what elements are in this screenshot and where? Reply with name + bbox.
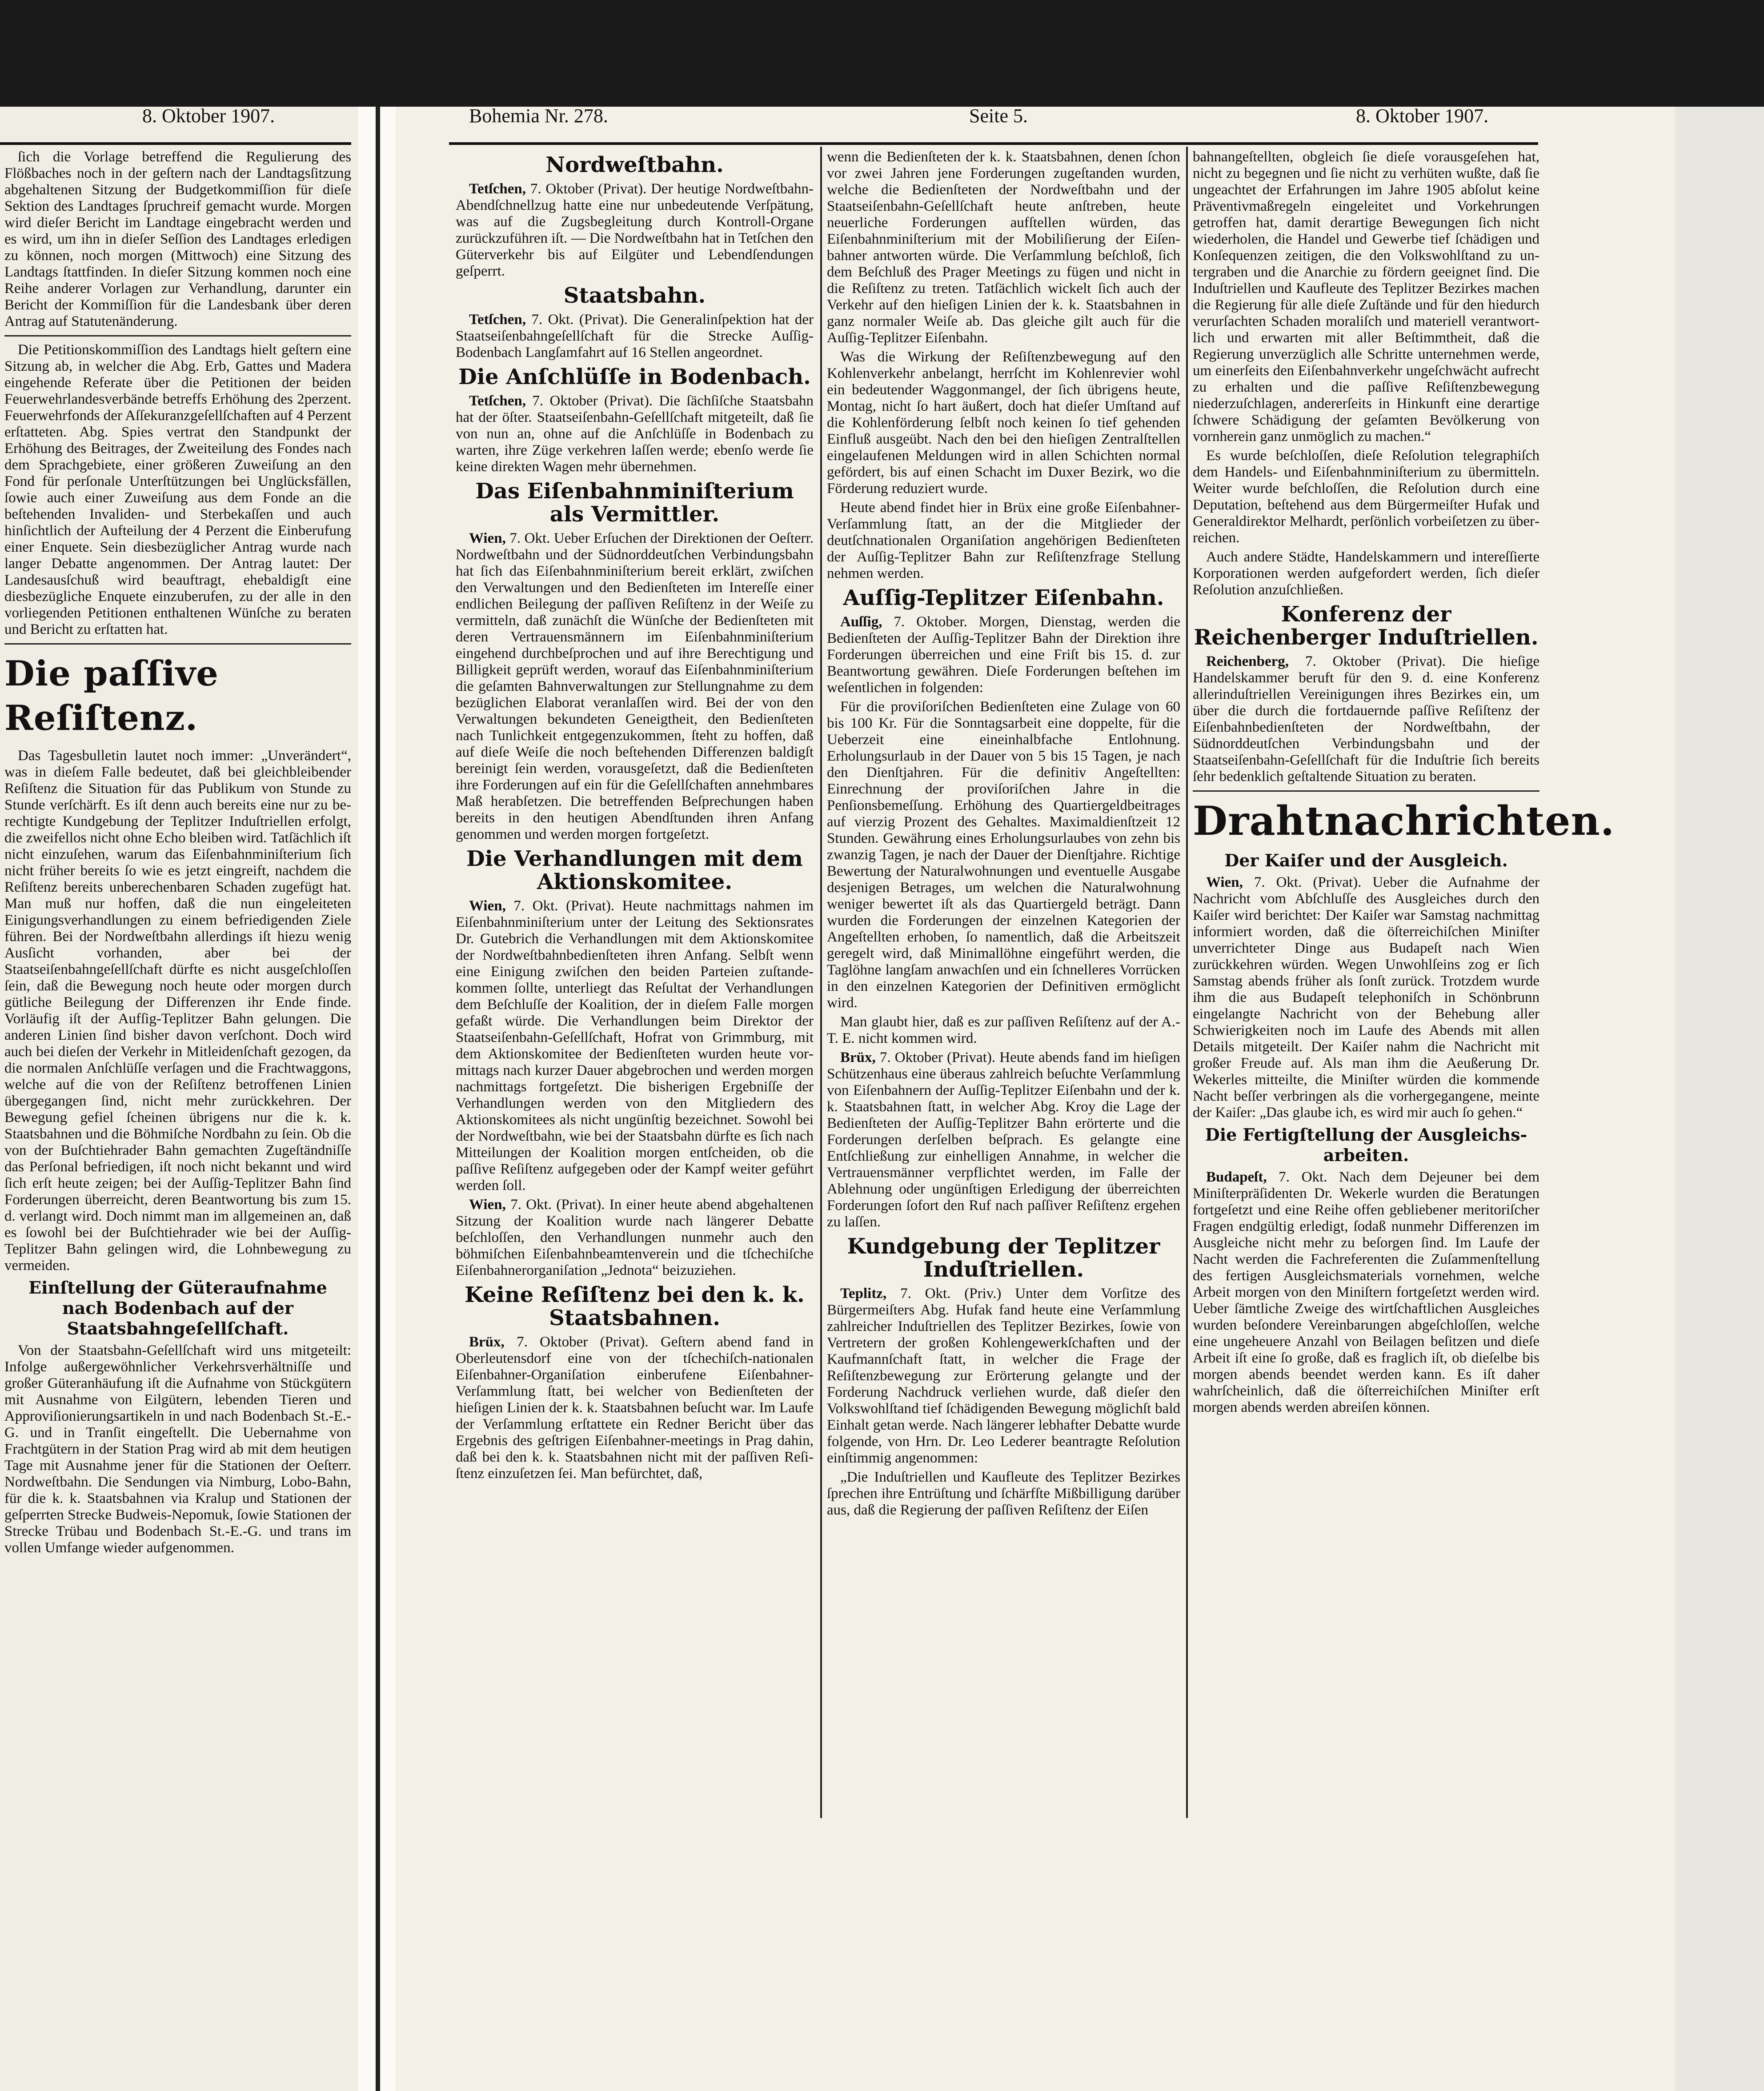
column-rule	[820, 147, 822, 1818]
dateline: Brüx,	[469, 1334, 505, 1350]
separator	[4, 335, 351, 336]
dateline: Wien,	[1206, 874, 1243, 890]
dateline: Tetſchen,	[469, 181, 526, 197]
dateline: Budapeſt,	[1206, 1169, 1267, 1185]
article-heading: Auſſig-Teplitzer Eiſenbahn.	[843, 585, 1164, 610]
right-page-date: 8. Oktober 1907.	[1356, 105, 1489, 127]
article-text: Auch andere Städte, Handelskammern und intereſſierte Korporationen werden aufgefordert werden, ſich dieſer Reſolution anzuſchließen.	[1193, 549, 1539, 598]
article-text: 7. Okt. (Privat). In einer heute abend abgehaltenen Sitzung der Koalition wurde nach längerer Debatte beſchloſſen, den Verhandlungen nunmehr auch den böhmiſchen Eiſenbahnbeamtenverein und die tſchechiſche Eiſenbahnerorganiſation „Jednota“ beizuziehen.	[456, 1197, 814, 1278]
article-text: Für die proviſoriſchen Bedienſteten eine Zulage von 60 bis 100 Kr. Für die Sonntagsarbeit eine doppelte, für die Ueberzeit eine eineinhalbfache Entlohnung. Erholungsurlaub in der Dauer von 5 bis 15 Tagen, je nach den Dienſtjahren. Für die definitiv Angeſtellten: Einrechnung der proviſoriſchen Jahre in die Penſionsbemeſſung. Erhöhung des Quartiergeldbeitrages auf vierzig Prozent des Gehaltes. Maximaldienſtzeit 12 Stunden. Gewährung eines Erholungsurlaubes von zehn bis zwanzig Tagen, je nach der Dauer der Dienſtjahre. Richtige Bewertung der Naturalwohnungen und eventuelle Ausgabe desjenigen Betrages, um welchen die Naturalwohnung weniger bewertet iſt als das Quartiergeld beträgt. Dann wurden die Forderungen der einzelnen Kategorien der Angeſtellten erhoben, ſo namentlich, daß die Arbeitszeit geregelt wird, daß Minimallöhne eingeführt werden, die Taglöhne langſam anwachſen und ein ſchnelleres Vorrücken in den einzelnen Kategorien der Definitiven ermöglicht wird.	[827, 699, 1180, 1011]
right-column-1	[456, 149, 814, 1847]
right-header-rule	[449, 142, 1538, 145]
article-text: 7. Oktober (Privat). Die ſächſiſche Staatsbahn hat der öſter. Staatseiſenbahn-Geſellſchaft mitgeteilt, daß ſie von nun an, ohne auf die Anſchlüſſe in Bodenbach zu warten, ihre Züge verkehren laſſen werde; ebenſo werde ſie keine direkten Wagen mehr übernehmen.	[456, 393, 814, 475]
article-text: 7. Okt. (Priv.) Unter dem Vorſitze des Bürgermeiſters Abg. Hufak fand heute eine Verſammlung zahlreicher Induſtriellen des Teplitzer Bezirkes, ſowie von Vertretern der großen Kohlengewerkſchaften und der Kaufmannſchaft ſtatt, in welcher die Frage der Reſiſtenzbewegung zur Erörterung gelangte und der Forderung Nachdruck verliehen wurde, daß dieſer den Volkswohlſtand tief ſchädigenden Bewegung möglichſt bald Einhalt getan werde. Nach längerer lebhafter Debatte wurde folgende, von Hrn. Dr. Leo Lederer beantragte Reſolution einſtimmig angenommen:	[827, 1286, 1181, 1466]
article-heading: Staatsbahn.	[563, 283, 706, 308]
article-heading: Der Kaiſer und der Ausgleich.	[1224, 850, 1508, 870]
article-heading: Einſtellung der Güteraufnahme nach Bodenbach auf der Staatsbahngeſellſchaft.	[28, 1278, 327, 1338]
article-text: 7. Oktober (Privat). Geſtern abend fand in Oberleutensdorf eine von der tſchechiſch-nationalen Eiſenbahner-Organiſation einberufene Eiſenbahner-Verſammlung ſtatt, bei welcher von Bedienſteten der hieſigen Linien der k. k. Staatsbahnen beſucht war. Im Laufe der Verſammlung erſtattete ein Redner Bericht über das Ergebnis des geſtrigen Eiſenbahner-meetings in Prag dahin, daß bei den k. k. Staatsbahnen nicht mit der paſſiven Reſiſtenz einzuſetzen ſei. Man befürchtet, daß,	[456, 1334, 814, 1482]
article-text: 7. Okt. (Privat). Ueber die Aufnahme der Nachricht vom Abſchluſſe des Ausgleiches durch den Kaiſer wird berichtet: Der Kaiſer war Samstag nachmittag informiert worden, daß die öſterreichiſchen Miniſter unverrichteter Dinge aus Budapeſt nach Wien zurückkehren würden. Wegen Unwohlſeins zog er ſich Samstag abends früher als ſonſt zurück. Trotzdem wurde ihm die aus Budapeſt telephoniſch in Schönbrunn eingelangte Nachricht von der Behebung aller Schwierigkeiten noch im Laufe des Abends mit allen Details mitgeteilt. Der Kaiſer nahm die Nachricht mit großer Freude auf. Als man ihm die Aeußerung Dr. Wekerles mitteilte, die Miniſter würden die kommende Nacht beſſer verbringen als die vorhergegangene, meinte der Kaiſer: „Das glaube ich, es wird mir auch ſo gehen.“	[1193, 874, 1539, 1121]
article-text: ſich die Vorlage betreffend die Regulierung des Flößbaches noch in der geſtern nach der Landtagsſitzung abgehaltenen Sitzung der Budgetkommiſſion für dieſe Sektion des Landtages ſpruchreif gemacht wurde. Morgen wird dieſer Bericht im Landtage eingebracht werden und es wird, um ihn in dieſer Seſſion des Landtages erledigen zu können, noch morgen (Mittwoch) eine Sitzung des Landtags ſtattfinden. In dieſer Sitzung kommen noch eine Reihe anderer Vorlagen zur Verhandlung, darunter ein Bericht der Kommiſſion für die Landesbank über deren Antrag auf Statutenänderung.	[4, 149, 351, 329]
article-text: Das Tagesbulletin lautet noch immer: „Unverändert“, was in dieſem Falle bedeutet, daß bei gleichbleibender Reſiſtenz die Situation für das Publikum von Stunde zu Stunde verſchärft. Es iſt denn auch bereits eine nur zu berechtigte Kundgebung der Teplitzer Induſtriellen erfolgt, die zweifellos nicht ohne Echo bleiben wird. Tatſächlich iſt nicht einzuſehen, warum das Eiſenbahnminiſterium ſich nicht früher bereits ſo wie es jetzt eingreift, nachdem die Reſiſtenz bereits unberechenbaren Schaden zugefügt hat. Man muß nur hoffen, daß die nun eingeleiteten Einigungsverhandlungen zu einem befriedigenden Ziele führen. Bei der Nordweſtbahn allerdings iſt hiezu wenig Ausſicht vorhanden, aber bei der Staatseiſenbahngeſellſchaft dürfte es nicht ausgeſchloſſen ſein, daß die Bewegung noch heute oder morgen durch gütliche Beilegung der Differenzen ihr Ende finde. Vorläufig iſt der Aufſig-Teplitzer Bahn gelungen. Die anderen Linien ſind bisher davon verſchont. Doch wird auch bei dieſen der Verkehr in Mitleidenſchaft gezogen, da die normalen Anſchlüſſe verſagen und die Frachtwaggons, welche auf die von der Reſiſtenz betroffenen Linien übergegangen ſind, nicht mehr zurückkehren. Der Bewegung gefiel ſcheinen übrigens nur die k. k. Staatsbahnen und die Böhmiſche Nordbahn zu ſein. Ob die von der Buſchtiehrader Bahn gemachten Zugeſtändniſſe das Perſonal befriedigen, iſt noch nicht bekannt und wird ſich erſt heute zeigen; bei der Auſſig-Teplitzer Bahn ſind Forderungen überreicht, deren Beantwortung bis zum 15. d. verlangt wird. Doch nimmt man im allgemeinen an, daß es ſowohl bei der Buſchtiehrader wie bei der Auſſig-Teplitzer Bahn gelingen wird, die Lohnbewegung zu vermeiden.	[4, 748, 351, 1274]
left-page-column	[4, 149, 351, 1967]
dateline: Reichenberg,	[1206, 653, 1289, 669]
right-column-2	[827, 149, 1180, 1847]
article-text: 7. Oktober. Morgen, Dienstag, werden die Bedienſteten der Auſſig-Teplitzer Bahn der Direktion ihre Forderungen überreichen und eine Friſt bis 15. d. zur Beantwortung gewähren. Dieſe Forderungen beſtehen im weſentlichen in folgenden:	[827, 614, 1181, 696]
separator	[4, 643, 351, 645]
article-text: 7. Oktober (Privat). Die hieſige Handelskammer beruft für den 9. d. eine Konferenz allerinduſtriellen Vereinigungen ihres Bezirkes ein, um über die durch die fortdauernde paſſive Reſiſtenz der Eiſenbahnbedienſteten der Nordweſtbahn, der Südnorddeutſchen Verbindungsbahn und der Staatseiſenbahn-Geſellſchaft für die Induſtrie ſich bereits ſehr bedenklich geſtaltende Situation zu beraten.	[1193, 653, 1540, 785]
article-text: wenn die Bedienſteten der k. k. Staatsbahnen, denen ſchon vor zwei Jahren jene Forderungen zugeſtanden wurden, welche die Bedienſteten der Nordweſtbahn und der Staatseiſenbahn-Geſellſchaft heute anſtreben, heute neuerliche Forderungen aufſtellen würden, das Eiſenbahnminiſterium mit der Mobiliſierung der Eiſenbahner antworten würde. Die Verſammlung beſchloß, ſich dem Beſchluß des Prager Meetings zu fügen und nicht in die Reſiſtenz zu treten. Tatſächlich wickelt ſich auch der Verkehr auf den hieſigen Linien der k. k. Staatsbahnen in ganz normaler Weiſe ab. Das gleiche gilt auch für die Auſſig-Teplitzer Eiſenbahn.	[827, 149, 1180, 346]
dateline: Wien,	[469, 898, 506, 914]
article-text: 7. Oktober (Privat). Der heutige Nordweſtbahn-Abendſchnellzug hatte eine nur unbedeutende Verſpätung, was auf die Zugsbegleitung durch Kontroll-Organe zurückzuführen iſt. — Die Nordweſtbahn hat in Tetſchen den Güterverkehr bis auf Eilgüter und Lebendſendungen geſperrt.	[456, 181, 814, 279]
article-heading: Die Anſchlüſſe in Bodenbach.	[458, 365, 811, 389]
left-page-date: 8. Oktober 1907.	[142, 105, 275, 127]
column-rule	[1186, 147, 1188, 1818]
section-title: Die paſſive Reſiſtenz.	[4, 653, 219, 738]
page-edge	[1675, 107, 1764, 2091]
left-header-rule	[0, 142, 351, 145]
article-text: bahnangeſtellten, obgleich ſie dieſe vorausgeſehen hat, nicht zu begegnen und ſie nicht zu verhüten wußte, daß ſie ungeachtet der Erfahrungen im Jahre 1905 abſolut keine Präventivmaßregeln eingeleitet und Vorkehrungen getroffen hat, damit derartige Bewegungen ſich nicht wiederholen, die Handel und Gewerbe tief ſchädigen und Konſequenzen zeitigen, die den Volkswohlſtand zu untergraben und die Anarchie zu fördern geeignet ſind. Die Induſtriellen und Kaufleute des Teplitzer Bezirkes machen die Regierung für alle dieſe Zuſtände und für den hiedurch verurſachten Schaden moraliſch und materiell verantwortlich und erwarten mit aller Beſtimmtheit, daß die Regierung unverzüglich alle Schritte unternehmen werde, um einerſeits den Eiſenbahnverkehr ungeſchwächt aufrecht zu erhalten und die paſſive Reſiſtenzbewegung niederzuſchlagen, andererſeits in Hinkunft eine derartige ſchwere Schädigung der geſamten Bevölkerung von vornherein ganz unmöglich zu machen.“	[1193, 149, 1539, 445]
article-heading: Kundgebung der Teplitzer Induſtriellen.	[847, 1234, 1160, 1282]
article-heading: Die Fertigſtellung der Ausgleichsarbeiten.	[1205, 1125, 1527, 1165]
article-heading: Die Verhandlungen mit dem Aktionskomitee.	[466, 846, 803, 894]
separator	[1193, 790, 1539, 792]
article-text: 7. Okt. Nach dem Dejeuner bei dem Miniſterpräſidenten Dr. Wekerle wurden die Beratungen fortgeſetzt und eine Reihe offen gebliebener meritoriſcher Fragen endgültig erledigt, ſodaß nunmehr Differenzen im Ausgleiche nicht mehr zu beſorgen ſind. Im Laufe der Nacht werden die Fachreferenten die Zuſammenſtellung des fertigen Ausgleichsmaterials vornehmen, welche Arbeit morgen von den Miniſtern fortgeſetzt werden wird. Ueber ſämtliche Zweige des wirtſchaftlichen Ausgleiches wurden beſondere Vereinbarungen abgeſchloſſen, welche eine ungeheuere Anzahl von Beilagen beſitzen und dieſe Arbeit iſt eine ſo große, daß es fraglich iſt, ob dieſelbe bis morgen abends beendet werden kann. Es iſt daher wahrſcheinlich, daß die öſterreichiſchen Miniſter erſt morgen abends werden abreiſen können.	[1193, 1169, 1539, 1415]
article-text: Man glaubt hier, daß es zur paſſiven Reſiſtenz auf der A.-T. E. nicht kommen wird.	[827, 1014, 1180, 1046]
page-gutter	[358, 107, 396, 2091]
article-text: 7. Okt. (Privat). Heute nachmittags nahmen im Eiſenbahnminiſterium unter der Leitung des Sektionsrates Dr. Gutebrich die Verhandlungen mit dem Aktionskomitee der Nordweſtbahnbedienſteten ihren Anfang. Selbſt wenn eine Einigung zwiſchen den beiden Parteien zuſtandekommen ſollte, unterliegt das Reſultat der Verhandlungen dem Beſchluſſe der Koalition, der in dieſem Falle morgen gefaßt würde. Die Verhandlungen beim Direktor der Staatseiſenbahn-Geſellſchaft, Hofrat von Grimmburg, mit dem Aktionskomitee der Bedienſteten wurden heute vormittags nach kurzer Dauer abgebrochen und werden morgen nachmittags fortgeſetzt. Die bisherigen Ergebniſſe der Verhandlungen werden von den Mitgliedern des Aktionskomitees als nicht ungünſtig bezeichnet. Sowohl bei der Nordweſtbahn, wie bei der Staatsbahn dürfte es ſich nach Mitteilungen der Koalition morgen entſcheiden, ob die paſſive Reſiſtenz aufgegeben oder der Kampf weiter geführt werden ſoll.	[456, 898, 814, 1194]
article-heading: Nordweſtbahn.	[545, 152, 724, 177]
dateline: Brüx,	[840, 1050, 876, 1066]
dateline: Teplitz,	[840, 1286, 887, 1302]
article-text: „Die Induſtriellen und Kaufleute des Teplitzer Bezirkes ſprechen ihre Entrüſtung und ſchärfſte Mißbilligung darüber aus, daß die Regierung der paſſiven Reſiſtenz der Eiſen	[827, 1469, 1180, 1518]
article-text: Es wurde beſchloſſen, dieſe Reſolution telegraphiſch dem Handels- und Eiſenbahnminiſterium zu übermitteln. Weiter wurde beſchloſſen, die Reſolution durch eine Deputation, beſtehend aus dem Bürgermeiſter Hufak und Generaldirektor Melhardt, perſönlich vorbeiſetzen zu überreichen.	[1193, 448, 1539, 546]
dateline: Tetſchen,	[469, 393, 526, 409]
article-heading: Keine Reſiſtenz bei den k. k. Staatsbahnen.	[465, 1282, 805, 1330]
right-column-3	[1193, 149, 1615, 1847]
page-fold	[376, 107, 380, 2091]
dateline: Auſſig,	[840, 614, 882, 630]
section-title: Drahtnachrichten.	[1193, 797, 1615, 845]
article-text: Heute abend findet hier in Brüx eine große Eiſenbahner-Verſammlung ſtatt, an der die Mitglieder der deutſchnationalen Organiſation angehörigen Bedienſteten der Auſſig-Teplitzer Bahn zur Reſiſtenzfrage Stellung nehmen werden.	[827, 500, 1180, 581]
dateline: Tetſchen,	[469, 312, 526, 328]
article-heading: Das Eiſenbahnminiſterium als Vermittler.	[475, 479, 794, 527]
article-text: 7. Oktober (Privat). Heute abends fand im hieſigen Schützenhaus eine überaus zahlreich beſuchte Verſammlung von Eiſenbahnern der Auſſig-Teplitzer Eiſenbahn und der k. k. Staatsbahnen ſtatt, in welcher Abg. Kroy die Lage der Bedienſteten der Auſſig-Teplitzer Bahn erörterte und die Forderungen derſelben beſprach. Es gelangte eine Entſchließung zur einhelligen Annahme, in welcher die Vertrauensmänner verpflichtet werden, im Falle der Ablehnung oder ungünſtigen Erledigung der überreichten Forderungen ſofort den Ruf nach paſſiver Reſiſtenz ergehen zu laſſen.	[827, 1050, 1180, 1230]
article-text: Was die Wirkung der Reſiſtenzbewegung auf den Kohlenverkehr anbelangt, herrſcht im Kohlenrevier wohl ein bedeutender Waggonmangel, der ſich übrigens heute, Montag, nicht ſo hart äußert, doch hat dieſer Umſtand auf die Kohlenförderung ſelbſt noch keinen ſo tief gehenden Einfluß ausgeübt. Nach den bei den hieſigen Zentralſtellen eingelaufenen Meldungen wird in allen Schichten normal gefördert, bis auf einen Schacht im Duxer Bezirk, wo die Förderung reduziert wurde.	[827, 349, 1180, 497]
article-heading: Konferenz der Reichenberger Induſtriellen.	[1194, 602, 1539, 650]
dateline: Wien,	[469, 1197, 506, 1213]
article-text: 7. Okt. Ueber Erſuchen der Direktionen der Oeſterr. Nordweſtbahn und der Südnorddeutſchen Verbindungsbahn hat ſich das Eiſenbahnminiſterium bereit erklärt, zwiſchen den Verwaltungen und den Bedienſteten im Intereſſe einer endlichen Beilegung der paſſiven Reſiſtenz in der Weiſe zu vermitteln, daß zunächſt die Wünſche der Bedienſteten mit deren Vertrauensmännern im Eiſenbahnminiſterium eingehend durchbeſprochen und auf ihre Berechtigung und Billigkeit geprüft werden, worauf das Eiſenbahnminiſterium die geſamten Bahnverwaltungen zur Stellungnahme zu dem bezüglichen Elaborat veranlaſſen wird. Bei der von den Verwaltungen bekundeten Geneigtheit, den Bedienſteten nach Tunlichkeit entgegenzukommen, ſteht zu hoffen, daß auf dieſe Weiſe die noch beſtehenden Differenzen baldigſt bereinigt ſein werden, vorausgeſetzt, daß die Bedienſteten ihre Forderungen auf ein für die Geſellſchaften annehmbares Maß herabſetzen. Die betreffenden Beſprechungen haben bereits in den heutigen Abendſtunden ihren Anfang genommen und werden morgen fortgeſetzt.	[456, 530, 814, 842]
article-text: Die Petitionskommiſſion des Landtags hielt geſtern eine Sitzung ab, in welcher die Abg. Erb, Gattes und Madera eingehende Referate über die Petitionen der beiden Feuerwehrlandesverbände betreffs Erhöhung des 2perzent. Feuerwehrfonds der Aſſekuranzgeſellſchaften auf 4 Perzent erſtatteten. Abg. Spies vertrat den Standpunkt der Erhöhung des Beitrages, der Zweiteilung des Fondes nach dem Sprachgebiete, einer größeren Zuweiſung an den Fond für perſonale Unterſtützungen bei Unglücksfällen, ſowie auch einer Zuweiſung aus dem Fonde an die beſtehenden Invaliden- und Sterbekaſſen und auch hinſichtlich der Aufteilung der 4 Perzent die Einberufung einer Enquete. Sein diesbezüglicher Antrag wurde nach langer Debatte angenommen. Der Antrag lautet: Der Landesausſchuß wird beauftragt, ehebaldigſt eine diesbezügliche Enquete einzuberufen, zu der alle in den vorliegenden Petitionen enthaltenen Wünſche zu beraten und Bericht zu erſtatten hat.	[4, 342, 351, 637]
article-text: 7. Okt. (Privat). Die Generalinſpektion hat der Staatseiſenbahngeſellſchaft für die Strecke Auſſig-Bodenbach Langſamfahrt auf 16 Stellen angeordnet.	[456, 312, 814, 361]
page-number: Seite 5.	[969, 105, 1028, 127]
paper-issue: Bohemia Nr. 278.	[469, 105, 608, 127]
dateline: Wien,	[469, 530, 506, 546]
article-text: Von der Staatsbahn-Geſellſchaft wird uns mitgeteilt: Infolge außergewöhnlicher Verkehrsverhältniſſe und großer Güteranhäufung iſt die Aufnahme von Stückgütern mit Ausnahme von Eilgütern, lebenden Tieren und Approviſionierungsartikeln in und nach Bodenbach St.-E.-G. und in Tranſit eingeſtellt. Die Uebernahme von Frachtgütern in der Station Prag wird ab mit dem heutigen Tage mit Ausnahme jener für die Stationen der Oeſterr. Nordweſtbahn. Die Sendungen via Nimburg, Lobo-Bahn, für die k. k. Staatsbahnen via Kralup und Stationen der geſperrten Strecke Budweis-Nepomuk, ſowie Stationen der Strecke Trübau und Bodenbach St.-E.-G. und trans im vollen Umfange wieder aufgenommen.	[4, 1342, 351, 1556]
